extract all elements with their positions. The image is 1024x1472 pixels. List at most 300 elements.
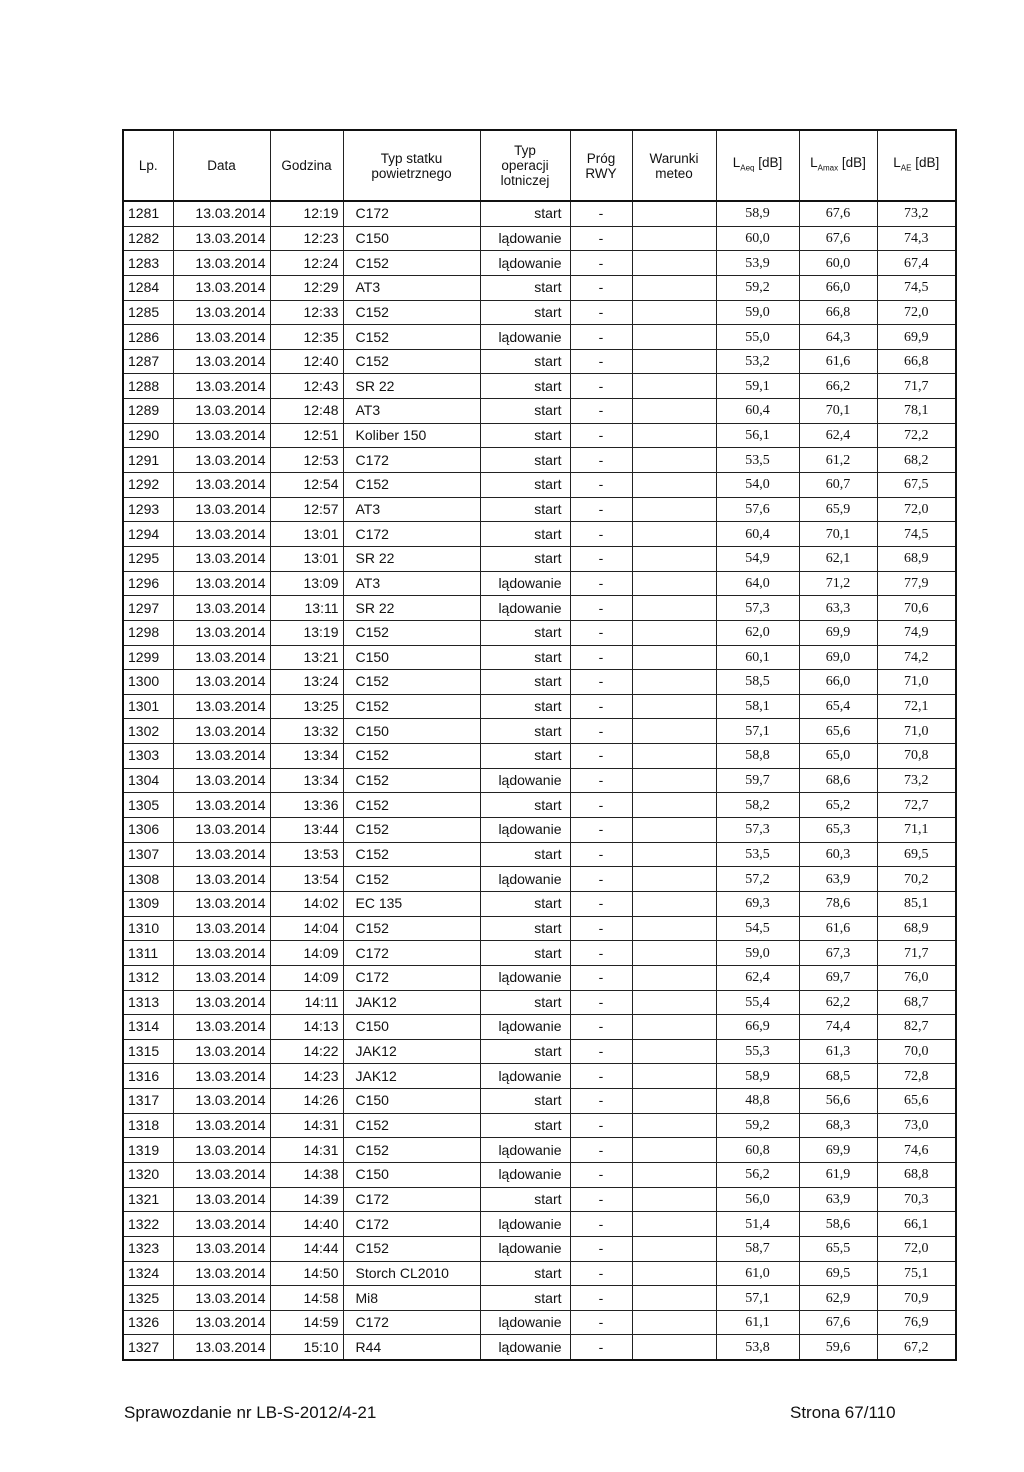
cell-laeq: 59,1 (716, 374, 799, 399)
cell-lamax: 61,6 (799, 349, 877, 374)
cell-operation: lądowanie (480, 251, 570, 276)
cell-weather (632, 571, 716, 596)
cell-time: 13:09 (270, 571, 343, 596)
cell-operation: start (480, 1261, 570, 1286)
cell-date: 13.03.2014 (173, 473, 270, 498)
cell-lp: 1304 (123, 768, 173, 793)
cell-time: 14:38 (270, 1162, 343, 1187)
cell-weather (632, 645, 716, 670)
cell-weather (632, 1113, 716, 1138)
header-runway-line2: RWY (585, 165, 617, 181)
cell-date: 13.03.2014 (173, 596, 270, 621)
table-row (123, 349, 956, 374)
cell-lae: 72,0 (877, 300, 956, 325)
header-lamax-unit: [dB] (838, 155, 866, 171)
cell-operation: lądowanie (480, 1236, 570, 1261)
cell-aircraft-type: SR 22 (343, 374, 480, 399)
cell-lp: 1296 (123, 571, 173, 596)
table-row (123, 1039, 956, 1064)
cell-weather (632, 349, 716, 374)
header-date: Data (173, 130, 270, 201)
cell-date: 13.03.2014 (173, 1335, 270, 1360)
cell-weather (632, 891, 716, 916)
cell-aircraft-type: C152 (343, 1113, 480, 1138)
table-row (123, 571, 956, 596)
cell-weather (632, 694, 716, 719)
cell-time: 12:48 (270, 399, 343, 424)
cell-runway: - (570, 497, 632, 522)
table-row (123, 990, 956, 1015)
cell-runway: - (570, 744, 632, 769)
cell-runway: - (570, 645, 632, 670)
cell-laeq: 57,6 (716, 497, 799, 522)
cell-date: 13.03.2014 (173, 374, 270, 399)
cell-lamax: 67,6 (799, 226, 877, 251)
cell-date: 13.03.2014 (173, 300, 270, 325)
cell-runway: - (570, 1187, 632, 1212)
cell-aircraft-type: JAK12 (343, 1039, 480, 1064)
cell-date: 13.03.2014 (173, 867, 270, 892)
cell-lamax: 65,3 (799, 818, 877, 843)
cell-operation: lądowanie (480, 1015, 570, 1040)
cell-lae: 72,2 (877, 423, 956, 448)
cell-weather (632, 1286, 716, 1311)
cell-time: 12:40 (270, 349, 343, 374)
cell-aircraft-type: C152 (343, 744, 480, 769)
cell-lamax: 59,6 (799, 1335, 877, 1360)
cell-lp: 1283 (123, 251, 173, 276)
cell-operation: lądowanie (480, 1162, 570, 1187)
cell-aircraft-type: C172 (343, 522, 480, 547)
cell-time: 14:31 (270, 1138, 343, 1163)
cell-operation: lądowanie (480, 768, 570, 793)
cell-lp: 1309 (123, 891, 173, 916)
cell-lamax: 67,3 (799, 941, 877, 966)
cell-lamax: 56,6 (799, 1089, 877, 1114)
cell-operation: lądowanie (480, 965, 570, 990)
cell-operation: start (480, 1286, 570, 1311)
cell-date: 13.03.2014 (173, 275, 270, 300)
cell-lae: 68,8 (877, 1162, 956, 1187)
cell-aircraft-type: C152 (343, 349, 480, 374)
cell-lamax: 61,9 (799, 1162, 877, 1187)
cell-lamax: 68,6 (799, 768, 877, 793)
cell-lae: 77,9 (877, 571, 956, 596)
header-lae-main: L (893, 155, 901, 171)
cell-aircraft-type: JAK12 (343, 990, 480, 1015)
cell-laeq: 58,9 (716, 1064, 799, 1089)
cell-weather (632, 1162, 716, 1187)
cell-runway: - (570, 694, 632, 719)
cell-weather (632, 744, 716, 769)
cell-laeq: 58,9 (716, 201, 799, 226)
cell-lae: 73,2 (877, 201, 956, 226)
cell-aircraft-type: C152 (343, 793, 480, 818)
cell-time: 13:01 (270, 522, 343, 547)
cell-operation: lądowanie (480, 1064, 570, 1089)
cell-lp: 1284 (123, 275, 173, 300)
cell-time: 13:19 (270, 620, 343, 645)
cell-runway: - (570, 546, 632, 571)
cell-time: 14:11 (270, 990, 343, 1015)
header-lamax-main: L (810, 155, 818, 171)
cell-operation: lądowanie (480, 571, 570, 596)
cell-date: 13.03.2014 (173, 891, 270, 916)
cell-lp: 1315 (123, 1039, 173, 1064)
table-row (123, 1064, 956, 1089)
cell-weather (632, 1310, 716, 1335)
cell-weather (632, 867, 716, 892)
header-aircraft-type-line1: Typ statku (380, 150, 443, 166)
cell-laeq: 53,9 (716, 251, 799, 276)
cell-weather (632, 423, 716, 448)
cell-weather (632, 374, 716, 399)
table-row (123, 473, 956, 498)
cell-aircraft-type: C150 (343, 1162, 480, 1187)
table-row (123, 1261, 956, 1286)
cell-date: 13.03.2014 (173, 768, 270, 793)
cell-time: 13:36 (270, 793, 343, 818)
cell-laeq: 57,2 (716, 867, 799, 892)
cell-aircraft-type: AT3 (343, 275, 480, 300)
cell-weather (632, 448, 716, 473)
cell-lp: 1317 (123, 1089, 173, 1114)
cell-lae: 75,1 (877, 1261, 956, 1286)
cell-operation: start (480, 842, 570, 867)
cell-weather (632, 941, 716, 966)
cell-runway: - (570, 793, 632, 818)
cell-date: 13.03.2014 (173, 1187, 270, 1212)
table-row (123, 719, 956, 744)
cell-lae: 72,7 (877, 793, 956, 818)
cell-time: 13:24 (270, 670, 343, 695)
cell-lp: 1294 (123, 522, 173, 547)
cell-time: 15:10 (270, 1335, 343, 1360)
cell-operation: start (480, 941, 570, 966)
cell-lae: 71,7 (877, 941, 956, 966)
cell-weather (632, 1039, 716, 1064)
table-row (123, 497, 956, 522)
cell-laeq: 60,0 (716, 226, 799, 251)
cell-lamax: 67,6 (799, 201, 877, 226)
cell-operation: lądowanie (480, 818, 570, 843)
cell-aircraft-type: C152 (343, 916, 480, 941)
table-header (123, 130, 956, 201)
cell-runway: - (570, 990, 632, 1015)
table-row (123, 744, 956, 769)
cell-lamax: 60,0 (799, 251, 877, 276)
header-runway-line1: Próg (586, 150, 616, 166)
table-row (123, 694, 956, 719)
cell-laeq: 59,2 (716, 1113, 799, 1138)
cell-runway: - (570, 349, 632, 374)
cell-lp: 1287 (123, 349, 173, 374)
cell-lae: 73,2 (877, 768, 956, 793)
cell-laeq: 54,0 (716, 473, 799, 498)
cell-time: 13:34 (270, 744, 343, 769)
cell-operation: lądowanie (480, 1212, 570, 1237)
table-row (123, 1113, 956, 1138)
cell-lamax: 58,6 (799, 1212, 877, 1237)
cell-laeq: 58,2 (716, 793, 799, 818)
cell-operation: start (480, 916, 570, 941)
cell-date: 13.03.2014 (173, 744, 270, 769)
cell-laeq: 56,0 (716, 1187, 799, 1212)
cell-aircraft-type: C150 (343, 1089, 480, 1114)
cell-lamax: 71,2 (799, 571, 877, 596)
cell-lamax: 61,6 (799, 916, 877, 941)
cell-laeq: 59,7 (716, 768, 799, 793)
cell-time: 13:53 (270, 842, 343, 867)
table-row (123, 1187, 956, 1212)
cell-runway: - (570, 1138, 632, 1163)
cell-lae: 74,3 (877, 226, 956, 251)
cell-weather (632, 226, 716, 251)
table-row (123, 399, 956, 424)
cell-weather (632, 1089, 716, 1114)
cell-lp: 1321 (123, 1187, 173, 1212)
cell-operation: start (480, 275, 570, 300)
cell-laeq: 55,3 (716, 1039, 799, 1064)
cell-aircraft-type: AT3 (343, 399, 480, 424)
cell-date: 13.03.2014 (173, 670, 270, 695)
cell-time: 14:09 (270, 941, 343, 966)
table-row (123, 1138, 956, 1163)
cell-lp: 1310 (123, 916, 173, 941)
cell-lp: 1318 (123, 1113, 173, 1138)
cell-time: 14:59 (270, 1310, 343, 1335)
table-row (123, 275, 956, 300)
table-row (123, 1236, 956, 1261)
cell-date: 13.03.2014 (173, 620, 270, 645)
cell-lamax: 61,2 (799, 448, 877, 473)
cell-lae: 85,1 (877, 891, 956, 916)
cell-laeq: 58,5 (716, 670, 799, 695)
cell-laeq: 60,4 (716, 522, 799, 547)
cell-lp: 1311 (123, 941, 173, 966)
cell-weather (632, 620, 716, 645)
cell-aircraft-type: C152 (343, 251, 480, 276)
cell-lae: 70,3 (877, 1187, 956, 1212)
cell-aircraft-type: SR 22 (343, 546, 480, 571)
table-row (123, 374, 956, 399)
cell-lae: 70,8 (877, 744, 956, 769)
cell-weather (632, 1261, 716, 1286)
cell-lp: 1282 (123, 226, 173, 251)
cell-time: 14:40 (270, 1212, 343, 1237)
table-row (123, 891, 956, 916)
cell-lamax: 61,3 (799, 1039, 877, 1064)
cell-lamax: 62,4 (799, 423, 877, 448)
cell-runway: - (570, 891, 632, 916)
cell-laeq: 53,8 (716, 1335, 799, 1360)
cell-lamax: 67,6 (799, 1310, 877, 1335)
cell-weather (632, 719, 716, 744)
cell-aircraft-type: C152 (343, 818, 480, 843)
cell-runway: - (570, 473, 632, 498)
cell-runway: - (570, 571, 632, 596)
cell-time: 12:51 (270, 423, 343, 448)
cell-laeq: 59,0 (716, 300, 799, 325)
cell-operation: start (480, 399, 570, 424)
cell-aircraft-type: C152 (343, 300, 480, 325)
cell-aircraft-type: AT3 (343, 571, 480, 596)
cell-lae: 72,8 (877, 1064, 956, 1089)
cell-runway: - (570, 719, 632, 744)
cell-lp: 1323 (123, 1236, 173, 1261)
cell-date: 13.03.2014 (173, 965, 270, 990)
cell-time: 13:44 (270, 818, 343, 843)
cell-lamax: 63,9 (799, 1187, 877, 1212)
cell-date: 13.03.2014 (173, 941, 270, 966)
cell-weather (632, 1064, 716, 1089)
cell-laeq: 53,5 (716, 842, 799, 867)
cell-time: 12:23 (270, 226, 343, 251)
cell-lp: 1326 (123, 1310, 173, 1335)
cell-lamax: 78,6 (799, 891, 877, 916)
table-row (123, 522, 956, 547)
cell-date: 13.03.2014 (173, 251, 270, 276)
cell-lae: 74,6 (877, 1138, 956, 1163)
table-row (123, 546, 956, 571)
cell-laeq: 66,9 (716, 1015, 799, 1040)
cell-date: 13.03.2014 (173, 1015, 270, 1040)
cell-aircraft-type: C152 (343, 694, 480, 719)
cell-laeq: 57,3 (716, 818, 799, 843)
cell-operation: start (480, 448, 570, 473)
cell-lp: 1289 (123, 399, 173, 424)
cell-time: 13:11 (270, 596, 343, 621)
cell-lae: 66,8 (877, 349, 956, 374)
header-operation-line3: lotniczej (500, 173, 550, 188)
cell-lae: 68,9 (877, 916, 956, 941)
cell-laeq: 59,2 (716, 275, 799, 300)
cell-date: 13.03.2014 (173, 916, 270, 941)
cell-weather (632, 1236, 716, 1261)
cell-date: 13.03.2014 (173, 1089, 270, 1114)
cell-lae: 70,0 (877, 1039, 956, 1064)
table-row (123, 867, 956, 892)
cell-lp: 1320 (123, 1162, 173, 1187)
cell-time: 12:57 (270, 497, 343, 522)
cell-laeq: 56,1 (716, 423, 799, 448)
cell-lp: 1327 (123, 1335, 173, 1360)
cell-lp: 1288 (123, 374, 173, 399)
cell-lae: 70,9 (877, 1286, 956, 1311)
cell-date: 13.03.2014 (173, 1039, 270, 1064)
cell-lamax: 60,7 (799, 473, 877, 498)
cell-runway: - (570, 275, 632, 300)
cell-time: 14:02 (270, 891, 343, 916)
cell-lp: 1307 (123, 842, 173, 867)
cell-lp: 1301 (123, 694, 173, 719)
cell-lp: 1312 (123, 965, 173, 990)
cell-runway: - (570, 596, 632, 621)
cell-lp: 1286 (123, 325, 173, 350)
cell-aircraft-type: C172 (343, 1212, 480, 1237)
cell-laeq: 53,2 (716, 349, 799, 374)
cell-date: 13.03.2014 (173, 818, 270, 843)
cell-time: 12:29 (270, 275, 343, 300)
table-row (123, 1310, 956, 1335)
cell-time: 12:53 (270, 448, 343, 473)
cell-operation: start (480, 1113, 570, 1138)
table-row (123, 1015, 956, 1040)
cell-aircraft-type: C152 (343, 620, 480, 645)
cell-operation: lądowanie (480, 1335, 570, 1360)
cell-aircraft-type: C152 (343, 325, 480, 350)
cell-runway: - (570, 1064, 632, 1089)
cell-date: 13.03.2014 (173, 645, 270, 670)
cell-time: 14:50 (270, 1261, 343, 1286)
table-row (123, 226, 956, 251)
cell-runway: - (570, 1089, 632, 1114)
cell-aircraft-type: C172 (343, 1187, 480, 1212)
cell-operation: lądowanie (480, 1310, 570, 1335)
cell-runway: - (570, 620, 632, 645)
header-time: Godzina (270, 130, 343, 201)
cell-time: 12:24 (270, 251, 343, 276)
header-lamax-sub: Amax (817, 163, 839, 173)
cell-lae: 78,1 (877, 399, 956, 424)
cell-operation: start (480, 990, 570, 1015)
cell-lae: 68,9 (877, 546, 956, 571)
cell-time: 13:25 (270, 694, 343, 719)
cell-aircraft-type: C172 (343, 201, 480, 226)
cell-runway: - (570, 1113, 632, 1138)
cell-time: 12:43 (270, 374, 343, 399)
cell-weather (632, 399, 716, 424)
cell-operation: start (480, 670, 570, 695)
cell-weather (632, 1138, 716, 1163)
cell-operation: lądowanie (480, 867, 570, 892)
cell-lp: 1291 (123, 448, 173, 473)
cell-operation: start (480, 546, 570, 571)
table-row (123, 300, 956, 325)
header-weather-line1: Warunki (649, 150, 699, 166)
cell-date: 13.03.2014 (173, 793, 270, 818)
cell-lamax: 66,8 (799, 300, 877, 325)
table-row (123, 670, 956, 695)
cell-lae: 71,7 (877, 374, 956, 399)
cell-runway: - (570, 916, 632, 941)
cell-date: 13.03.2014 (173, 522, 270, 547)
cell-runway: - (570, 1310, 632, 1335)
cell-lp: 1298 (123, 620, 173, 645)
cell-lae: 66,1 (877, 1212, 956, 1237)
cell-aircraft-type: R44 (343, 1335, 480, 1360)
cell-laeq: 64,0 (716, 571, 799, 596)
cell-date: 13.03.2014 (173, 1310, 270, 1335)
cell-weather (632, 1212, 716, 1237)
cell-date: 13.03.2014 (173, 1212, 270, 1237)
cell-lamax: 62,2 (799, 990, 877, 1015)
cell-weather (632, 546, 716, 571)
cell-lp: 1324 (123, 1261, 173, 1286)
cell-weather (632, 670, 716, 695)
cell-aircraft-type: C152 (343, 473, 480, 498)
header-weather (632, 130, 716, 201)
cell-lae: 74,9 (877, 620, 956, 645)
cell-lae: 70,2 (877, 867, 956, 892)
cell-laeq: 48,8 (716, 1089, 799, 1114)
cell-lp: 1299 (123, 645, 173, 670)
cell-runway: - (570, 1039, 632, 1064)
cell-laeq: 57,1 (716, 719, 799, 744)
cell-lae: 76,9 (877, 1310, 956, 1335)
table-row (123, 965, 956, 990)
header-lae (877, 130, 956, 201)
